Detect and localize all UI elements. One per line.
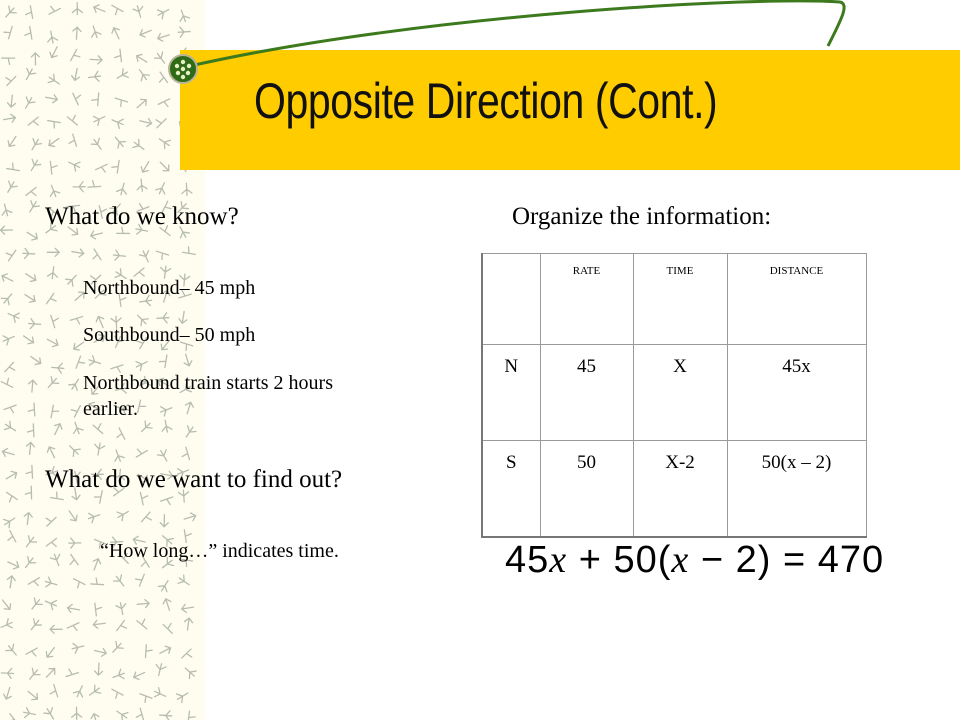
pattern-glyph [28,596,43,612]
table-row [482,345,866,441]
pattern-glyph [93,249,102,260]
table-cell: X-2 [633,441,727,538]
pattern-glyph [28,403,40,416]
pattern-glyph [26,465,38,478]
pattern-glyph [51,422,63,436]
pattern-glyph [160,355,173,368]
pattern-glyph [93,442,105,456]
pattern-glyph [181,649,192,658]
pattern-glyph [28,137,43,152]
pattern-glyph [50,625,62,633]
pattern-glyph [182,711,195,720]
pattern-glyph [112,160,125,173]
pattern-glyph [47,266,58,279]
pattern-glyph [163,623,172,634]
pattern-glyph [156,119,167,128]
pattern-glyph [29,353,43,366]
equation [505,538,884,582]
table-header-cell [482,254,540,345]
pattern-glyph [67,604,80,614]
pattern-glyph [155,181,169,196]
pattern-glyph [182,664,198,679]
equation-operator: = [782,539,807,581]
pattern-glyph [93,619,106,628]
pattern-glyph [51,492,64,505]
pattern-glyph [136,492,148,504]
table-header-cell: DISTANCE [727,254,866,345]
table-cell: 50 [540,441,633,538]
pattern-glyph [21,333,35,346]
pattern-glyph [50,553,64,568]
pattern-glyph [67,158,82,172]
pattern-glyph [116,602,128,616]
pattern-glyph [0,618,14,632]
pattern-glyph [72,356,85,368]
pattern-glyph [176,574,192,589]
pattern-glyph [140,512,151,522]
pattern-glyph [74,575,85,587]
equation-operator: − [700,539,725,581]
pattern-glyph [175,689,190,704]
pattern-glyph [139,160,152,174]
pattern-glyph [23,512,32,525]
pattern-glyph [28,318,41,329]
pattern-glyph [22,534,37,550]
pattern-glyph [51,362,64,373]
pattern-glyph [68,376,83,392]
pattern-glyph [46,405,59,418]
pattern-glyph [47,248,59,256]
pattern-glyph [71,707,81,719]
pattern-glyph [159,710,172,720]
pattern-glyph [183,512,197,523]
pattern-glyph [6,134,19,148]
pattern-glyph [116,182,129,196]
pattern-glyph [50,685,61,697]
pattern-glyph [140,645,153,658]
pattern-glyph [94,647,107,657]
pattern-glyph [1,332,16,346]
pattern-glyph [70,421,84,436]
pattern-glyph [25,229,39,242]
table-header-cell: RATE [540,254,633,345]
pattern-glyph [28,576,39,585]
pattern-glyph [132,669,146,681]
pattern-glyph [44,577,58,590]
pattern-glyph [137,599,150,608]
pattern-glyph [154,663,167,677]
pattern-glyph [47,184,61,199]
pattern-glyph [136,449,147,458]
pattern-glyph [88,181,101,193]
table-cell: X [633,345,727,441]
pattern-glyph [69,538,81,548]
pattern-glyph [96,162,108,172]
page-title: Opposite Direction (Cont.) [254,73,718,129]
pattern-glyph [71,641,85,653]
pattern-glyph [43,597,58,611]
pattern-glyph [6,558,20,570]
pattern-glyph [136,708,147,720]
pattern-glyph [139,249,153,264]
pattern-glyph [112,573,127,589]
pattern-glyph [26,199,41,214]
pattern-glyph [22,555,37,571]
pattern-glyph [131,138,147,153]
pattern-glyph [87,684,103,699]
equation-term: 50( [613,539,672,581]
pattern-glyph [27,617,42,633]
equation-variable: x [671,539,690,581]
pattern-glyph [182,424,197,440]
know-heading: What do we know? [45,203,239,230]
pattern-glyph [113,250,126,261]
pattern-glyph [26,187,36,195]
pattern-glyph [27,158,42,173]
pattern-glyph [181,603,194,613]
pattern-glyph [112,686,123,698]
pattern-glyph [0,203,12,217]
pattern-glyph [23,707,37,719]
pattern-glyph [183,247,196,260]
pattern-glyph [114,707,130,720]
pattern-glyph [27,424,39,437]
pattern-glyph [47,135,61,148]
table-header-row [482,254,866,345]
pattern-glyph [1,448,15,459]
pattern-glyph [91,578,104,591]
equation-term: 470 [817,539,885,581]
pattern-glyph [184,618,194,631]
pattern-glyph [45,336,59,349]
info-table [481,253,867,538]
equation-operator: + [578,539,602,581]
pattern-glyph [71,406,83,417]
answer-text: “How long…” indicates time. [100,540,339,562]
pattern-glyph [44,645,58,659]
pattern-glyph [26,646,37,656]
pattern-glyph [0,598,13,612]
pattern-glyph [24,270,38,283]
pattern-glyph [115,507,130,522]
pattern-glyph [46,538,56,546]
table-row-label: N [482,345,540,441]
pattern-glyph [70,313,82,324]
pattern-glyph [0,226,12,234]
pattern-glyph [160,515,168,527]
pattern-glyph [182,447,193,459]
fact-northbound-speed: Northbound– 45 mph [83,277,256,299]
table-row-label: S [482,441,540,538]
pattern-glyph [6,309,21,323]
pattern-glyph [64,272,80,288]
pattern-glyph [43,706,58,720]
pattern-glyph [69,134,80,146]
pattern-glyph [111,669,126,683]
pattern-glyph [1,378,12,390]
pattern-glyph [90,603,102,616]
pattern-glyph [136,179,147,192]
pattern-glyph [73,684,87,699]
pattern-glyph [181,183,192,196]
pattern-glyph [94,663,103,675]
pattern-glyph [7,490,18,502]
pattern-glyph [46,517,57,526]
want-heading: What do we want to find out? [45,466,343,493]
pattern-glyph [153,687,168,701]
pattern-glyph [0,291,15,307]
pattern-glyph [4,402,16,413]
pattern-glyph [157,159,171,173]
pattern-glyph [4,179,19,194]
equation-term: 2) [735,539,772,581]
pattern-glyph [5,643,20,659]
pattern-glyph [6,250,18,261]
pattern-glyph [158,644,172,657]
pattern-glyph [7,163,20,176]
pattern-glyph [140,690,152,703]
equation-variable: x [549,539,568,581]
pattern-glyph [88,355,103,368]
pattern-glyph [47,315,58,327]
pattern-glyph [23,291,37,304]
pattern-glyph [28,380,37,393]
pattern-glyph [90,713,101,720]
pattern-glyph [157,135,173,150]
pattern-glyph [112,134,127,150]
pattern-glyph [4,362,15,371]
organize-heading: Organize the information: [512,203,772,230]
fact-southbound-speed: Southbound– 50 mph [83,324,256,346]
pattern-glyph [66,509,79,523]
pattern-glyph [6,575,16,588]
pattern-glyph [137,619,147,630]
table-row [482,441,866,538]
pattern-glyph [66,669,78,680]
pattern-glyph [73,182,85,192]
pattern-glyph [44,293,56,303]
pattern-glyph [23,248,36,259]
fact-start-time: Northbound train starts 2 hours earlier. [83,372,333,420]
pattern-glyph [26,442,35,455]
pattern-glyph [43,666,57,680]
pattern-glyph [45,161,57,174]
pattern-glyph [161,494,173,505]
pattern-glyph [26,688,40,702]
pattern-glyph [117,428,127,439]
pattern-glyph [2,686,13,700]
table-cell: 50(x – 2) [727,441,866,538]
pattern-glyph [93,424,103,435]
pattern-glyph [10,714,18,720]
table-cell: 45 [540,345,633,441]
pattern-glyph [46,445,58,459]
pattern-glyph [156,448,171,463]
pattern-glyph [66,442,82,458]
pattern-glyph [26,667,41,683]
green-dotted-ball-icon [167,53,199,85]
pattern-glyph [1,668,14,679]
pattern-glyph [109,640,124,656]
equation-term: 45 [505,539,550,581]
pattern-glyph [156,247,168,260]
pattern-glyph [182,353,193,367]
pattern-glyph [45,375,60,391]
pattern-glyph [4,469,18,482]
pattern-glyph [136,574,149,586]
table-cell: 45x [727,345,866,441]
pattern-glyph [111,448,125,463]
pattern-glyph [162,598,173,612]
pattern-glyph [8,531,18,542]
pattern-glyph [115,620,127,630]
pattern-glyph [67,620,79,630]
pattern-glyph [3,420,18,435]
pattern-glyph [0,272,14,284]
pattern-glyph [157,578,172,593]
pattern-glyph [87,510,102,523]
pattern-glyph [2,514,18,529]
pattern-glyph [71,248,84,258]
pattern-glyph [70,554,79,564]
table-header-cell: TIME [633,254,727,345]
pattern-glyph [25,486,37,499]
pattern-glyph [90,137,105,153]
